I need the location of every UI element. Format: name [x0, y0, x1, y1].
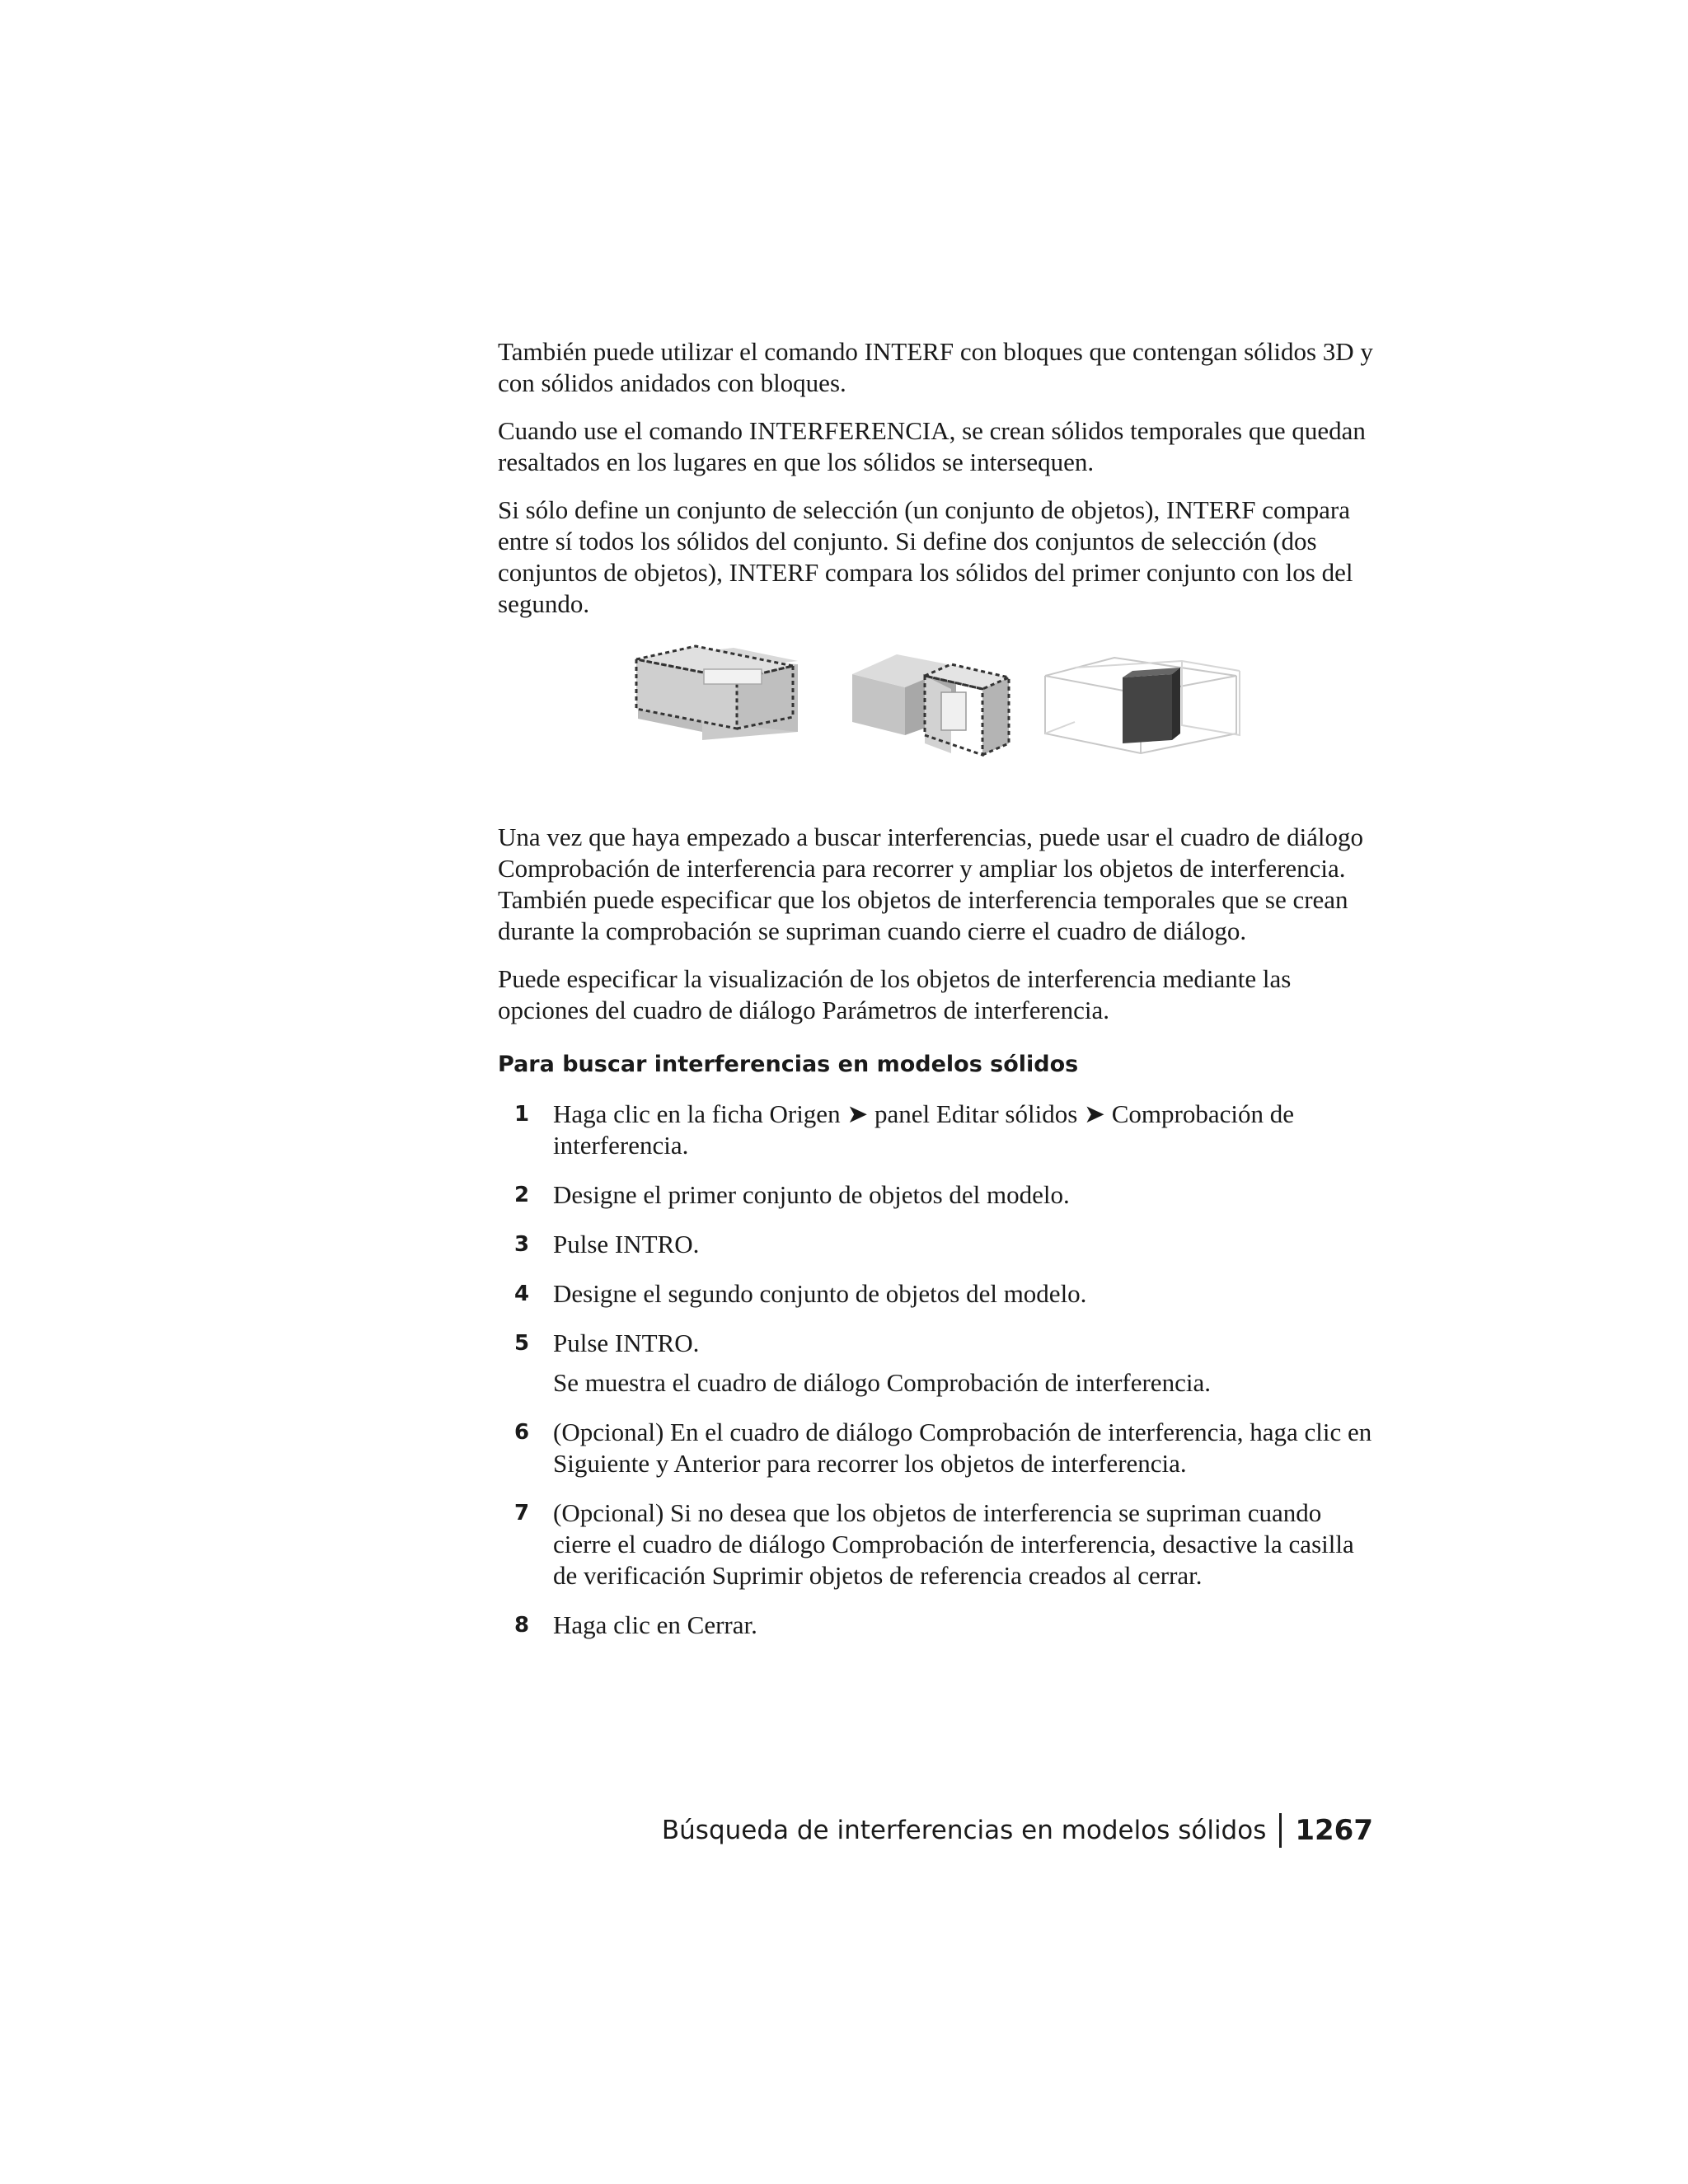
- step-6: [498, 1417, 1373, 1479]
- solid-selection-first-set: [636, 646, 798, 740]
- step-text: Haga clic en la ficha Origen ➤ panel Editar sólidos ➤ Comprobación de interferencia.: [553, 1099, 1294, 1160]
- procedure-heading: Para buscar interferencias en modelos sólidos: [498, 1052, 1079, 1077]
- step-number: 8: [514, 1613, 530, 1638]
- solid-selection-second-set: [852, 654, 1009, 755]
- step-result: Se muestra el cuadro de diálogo Comprobación de interferencia.: [553, 1368, 1211, 1397]
- step-3: [498, 1229, 1373, 1260]
- step-4: [498, 1278, 1373, 1310]
- step-text: (Opcional) En el cuadro de diálogo Comprobación de interferencia, haga clic en Siguiente y Anterior para recorrer los objetos de interferencia.: [553, 1418, 1372, 1478]
- paragraph-temporary-solids: Cuando use el comando INTERFERENCIA, se crean sólidos temporales que quedan resaltados en los lugares en que los sólidos se intersequen.: [498, 416, 1366, 476]
- paragraph-dialog-usage: Una vez que haya empezado a buscar interferencias, puede usar el cuadro de diálogo Comprobación de interferencia para recorrer y ampliar los objetos de interferencia. También puede especificar que los objetos de interferencia temporales que se crean durante la comprobación se supriman cuando cierre el cuadro de diálogo.: [498, 823, 1364, 945]
- footer-section-title: Búsqueda de interferencias en modelos sólidos: [661, 1816, 1267, 1845]
- page-number: 1267: [1295, 1814, 1373, 1847]
- step-number: 7: [514, 1501, 530, 1526]
- procedure-steps: [498, 1099, 1373, 1641]
- second-set-side: [982, 677, 1009, 755]
- step-7: [498, 1497, 1373, 1591]
- interference-illustration-svg: [498, 643, 1373, 787]
- step-1: [498, 1099, 1373, 1161]
- step-number: 5: [514, 1331, 530, 1356]
- page-content: [498, 336, 1373, 1659]
- step-text: Designe el primer conjunto de objetos del modelo.: [553, 1180, 1070, 1209]
- step-5: [498, 1328, 1373, 1399]
- footer-separator: [1279, 1813, 1282, 1848]
- interference-solid-result: [1045, 658, 1240, 753]
- step-text: Designe el segundo conjunto de objetos del modelo.: [553, 1279, 1087, 1308]
- step-text: Pulse INTRO.: [553, 1230, 700, 1258]
- step-text: Pulse INTRO.: [553, 1329, 700, 1357]
- paragraph-selection-sets: Si sólo define un conjunto de selección (un conjunto de objetos), INTERF compara entre sí todos los sólidos del conjunto. Si define dos conjuntos de selección (dos conjuntos de objetos), INTERF compara los sólidos del primer conjunto con los del segundo.: [498, 495, 1353, 618]
- paragraph-display-settings: Puede especificar la visualización de los objetos de interferencia mediante las opciones del cuadro de diálogo Parámetros de interferencia.: [498, 964, 1292, 1024]
- step-number: 4: [514, 1282, 530, 1306]
- step-number: 1: [514, 1102, 530, 1127]
- step-number: 2: [514, 1183, 530, 1207]
- step-2: [498, 1179, 1373, 1211]
- step-8: [498, 1610, 1373, 1641]
- step-number: 6: [514, 1420, 530, 1445]
- step-text: Haga clic en Cerrar.: [553, 1610, 757, 1639]
- page-footer: [662, 1813, 1373, 1848]
- step-text: (Opcional) Si no desea que los objetos de interferencia se supriman cuando cierre el cuadro de diálogo Comprobación de interferencia, desactive la casilla de verificación Suprimir objetos de referencia creados al cerrar.: [553, 1498, 1354, 1590]
- step-number: 3: [514, 1232, 530, 1257]
- paragraph-interf-blocks: También puede utilizar el comando INTERF con bloques que contengan sólidos 3D y con sólidos anidados con bloques.: [498, 337, 1373, 397]
- interference-solid: [1123, 674, 1172, 743]
- interference-illustration: [498, 643, 1373, 787]
